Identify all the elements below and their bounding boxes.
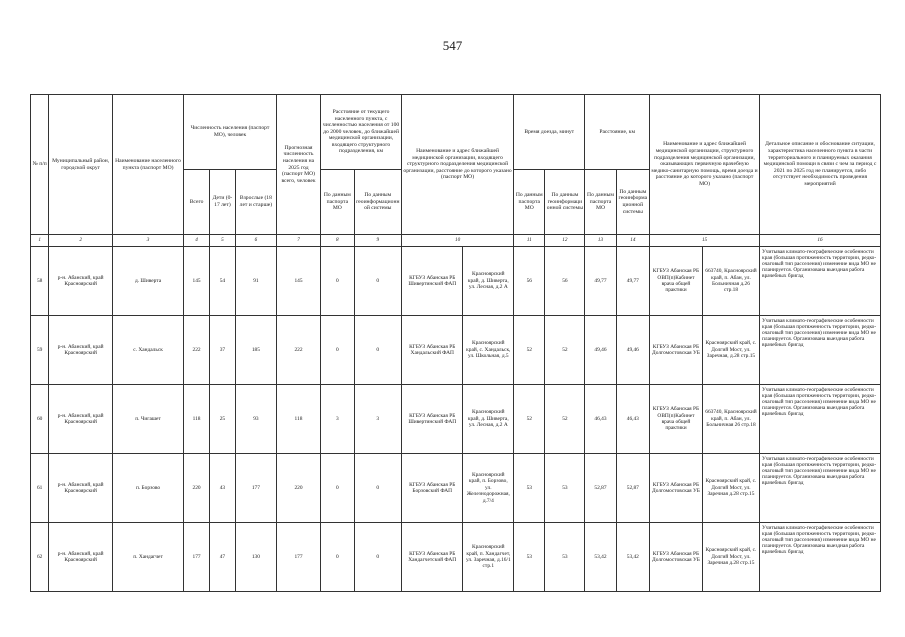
column-number-row — [31, 235, 881, 247]
page-number: 547 — [442, 38, 463, 53]
row-number: 58 — [31, 247, 49, 316]
header-org-primary: Наименование и адрес ближайшей медицинской организации, структурного подразделения медицинской организации, оказывающих первичную врачебную медико-санитарную помощь, время доезда и расстояние до которого указано (паспорт МО) — [650, 95, 760, 235]
primary-org-address-cell: 663740, Красноярский край, п. Абан, ул. Больничная д.26 стр.18 — [702, 247, 759, 316]
distance-geo-cell: 0 — [354, 247, 401, 316]
time-passport-cell: 52 — [514, 385, 545, 454]
row-number: 62 — [31, 523, 49, 592]
nearest-org-address-cell: Красноярский край, д. Шиверта, ул. Лесная, д.2 А — [463, 385, 514, 454]
col-number: 5 — [210, 235, 236, 247]
col-number: 15 — [650, 235, 760, 247]
forecast-cell: 220 — [276, 454, 320, 523]
header-municipality: Муниципальный район, городской округ — [49, 95, 113, 235]
population-adults-cell: 177 — [235, 454, 276, 523]
municipality-cell: р-н. Абанский, край Красноярский — [49, 247, 113, 316]
km-passport-cell: 53,42 — [585, 523, 616, 592]
population-total-cell: 145 — [184, 247, 210, 316]
description-cell: Учитывая климато-географические особенности края (большая протяженность территории, редко-очаговый тип расселения) изменение вида МО не планируется. Организована выездная работа врачебных бригад — [760, 454, 881, 523]
primary-org-name-cell: КГБУЗ Абанская РБ Долгомостовская УБ — [650, 316, 703, 385]
nearest-org-address-cell: Красноярский край, д. Шиверта, ул. Лесная, д.2 А — [463, 247, 514, 316]
time-geo-cell: 53 — [545, 454, 585, 523]
km-geo-cell: 49,77 — [616, 247, 649, 316]
settlement-cell: п. Борзово — [112, 454, 183, 523]
header-pop-total: Всего — [184, 170, 210, 235]
population-medical-table — [30, 94, 881, 592]
row-number: 60 — [31, 385, 49, 454]
header-nearest-org: Наименование и адрес ближайшей медицинской организации, входящего структурного подразделения медицинской организации, расстояние до которого указано (паспорт МО) — [401, 95, 513, 235]
population-children-cell: 54 — [210, 247, 236, 316]
col-number: 8 — [321, 235, 354, 247]
header-population: Численность населения (паспорт МО), человек — [184, 95, 277, 170]
population-adults-cell: 185 — [235, 316, 276, 385]
header-num: № п/п — [31, 95, 49, 235]
description-cell: Учитывая климато-географические особенности края (большая протяженность территории, редко-очаговый тип расселения) изменение вида МО не планируется. Организована выездная работа врачебных бригад — [760, 247, 881, 316]
distance-passport-cell: 0 — [321, 316, 354, 385]
km-geo-cell: 53,42 — [616, 523, 649, 592]
primary-org-address-cell: 663740, Красноярский край, п. Абан, ул. Больничная 26 стр.18 — [702, 385, 759, 454]
population-adults-cell: 130 — [235, 523, 276, 592]
nearest-org-address-cell: Красноярский край, с. Хандальск, ул. Школьная, д.5 — [463, 316, 514, 385]
time-passport-cell: 53 — [514, 523, 545, 592]
primary-org-address-cell: Красноярский край, с. Долгий Мост, ул. Заречная д.28 стр.15 — [702, 523, 759, 592]
forecast-cell: 118 — [276, 385, 320, 454]
col-number: 1 — [31, 235, 49, 247]
primary-org-name-cell: КГБУЗ Абанская РБ Долгомостовская УБ — [650, 454, 703, 523]
col-number: 13 — [585, 235, 616, 247]
nearest-org-name-cell: КГБУЗ Абанская РБ Шивертинский ФАП — [401, 385, 462, 454]
km-passport-cell: 46,43 — [585, 385, 616, 454]
distance-geo-cell: 0 — [354, 523, 401, 592]
distance-passport-cell: 0 — [321, 454, 354, 523]
header-travel-time: Время доезда, минут — [514, 95, 585, 170]
km-geo-cell: 52,87 — [616, 454, 649, 523]
nearest-org-address-cell: Красноярский край, п. Борзово, ул. Железнодорожная, д.7/4 — [463, 454, 514, 523]
time-geo-cell: 53 — [545, 523, 585, 592]
header-dist-geo: По данным геоинформационной системы — [354, 170, 401, 235]
primary-org-name-cell: КГБУЗ Абанская РБ Долгомостовская УБ — [650, 523, 703, 592]
description-cell: Учитывая климато-географические особенности края (большая протяженность территории, редко-очаговый тип расселения) изменение вида МО не планируется. Организована выездная работа врачебных бригад — [760, 316, 881, 385]
header-distance-km: Расстояние, км — [585, 95, 650, 170]
settlement-cell: с. Хандальск — [112, 316, 183, 385]
col-number: 16 — [760, 235, 881, 247]
distance-passport-cell: 3 — [321, 385, 354, 454]
time-passport-cell: 53 — [514, 454, 545, 523]
header-time-passport: По данным паспорта МО — [514, 170, 545, 235]
settlement-cell: п. Хандагчет — [112, 523, 183, 592]
col-number: 4 — [184, 235, 210, 247]
primary-org-address-cell: Красноярский край, с. Долгий Мост, ул. Заречная д.28 стр.15 — [702, 454, 759, 523]
km-passport-cell: 52,87 — [585, 454, 616, 523]
header-settlement: Наименование населенного пункта (паспорт МО) — [112, 95, 183, 235]
population-children-cell: 47 — [210, 523, 236, 592]
population-total-cell: 118 — [184, 385, 210, 454]
population-total-cell: 220 — [184, 454, 210, 523]
population-total-cell: 222 — [184, 316, 210, 385]
distance-passport-cell: 0 — [321, 247, 354, 316]
header-distance-small: Расстояние от текущего населенного пункта, с численностью населения от 100 до 2000 человек, до ближайшей медицинской организации, входящего структурного подразделения, км — [321, 95, 402, 170]
distance-geo-cell: 0 — [354, 316, 401, 385]
population-children-cell: 25 — [210, 385, 236, 454]
municipality-cell: р-н. Абанский, край Красноярский — [49, 523, 113, 592]
col-number: 9 — [354, 235, 401, 247]
header-pop-adults: Взрослые (18 лет и старше) — [235, 170, 276, 235]
municipality-cell: р-н. Абанский, край Красноярский — [49, 316, 113, 385]
km-passport-cell: 49,77 — [585, 247, 616, 316]
time-passport-cell: 52 — [514, 316, 545, 385]
primary-org-name-cell: КГБУЗ Абанская РБ ОВП(п)Кабинет врача общей практики — [650, 385, 703, 454]
settlement-cell: п. Чигашет — [112, 385, 183, 454]
distance-geo-cell: 3 — [354, 385, 401, 454]
nearest-org-name-cell: КГБУЗ Абанская РБ Борзовский ФАП — [401, 454, 462, 523]
table-row — [31, 454, 881, 523]
settlement-cell: д. Шиверта — [112, 247, 183, 316]
time-geo-cell: 52 — [545, 385, 585, 454]
population-total-cell: 177 — [184, 523, 210, 592]
header-pop-children: Дети (0-17 лет) — [210, 170, 236, 235]
table-row — [31, 316, 881, 385]
col-number: 3 — [112, 235, 183, 247]
col-number: 2 — [49, 235, 113, 247]
header-forecast: Прогнозная численность населения на 2025 год (паспорт МО) всего, человек — [276, 95, 320, 235]
header-time-geo: По данным геоинформационной системы — [545, 170, 585, 235]
header-dist-passport: По данным паспорта МО — [321, 170, 354, 235]
col-number: 6 — [235, 235, 276, 247]
nearest-org-name-cell: КГБУЗ Абанская РБ Хандальский ФАП — [401, 316, 462, 385]
distance-passport-cell: 0 — [321, 523, 354, 592]
row-number: 61 — [31, 454, 49, 523]
time-passport-cell: 56 — [514, 247, 545, 316]
km-geo-cell: 49,46 — [616, 316, 649, 385]
population-adults-cell: 91 — [235, 247, 276, 316]
description-cell: Учитывая климато-географические особенности края (большая протяженность территории, редко-очаговый тип расселения) изменение вида МО не планируется. Организована выездная работа врачебных бригад — [760, 523, 881, 592]
km-passport-cell: 49,46 — [585, 316, 616, 385]
distance-geo-cell: 0 — [354, 454, 401, 523]
col-number: 10 — [401, 235, 513, 247]
col-number: 7 — [276, 235, 320, 247]
col-number: 11 — [514, 235, 545, 247]
row-number: 59 — [31, 316, 49, 385]
table-row — [31, 385, 881, 454]
nearest-org-address-cell: Красноярский край, п. Хандагчет, ул. Заречная, д.16/1 стр.1 — [463, 523, 514, 592]
header-km-passport: По данным паспорта МО — [585, 170, 616, 235]
municipality-cell: р-н. Абанский, край Красноярский — [49, 385, 113, 454]
header-detail: Детальное описание и обоснование ситуации, характеристика населенного пункта в части территориального и планируемых оказания медицинской помощи в связи с чем за период с 2021 по 2025 год не планируется, либо отсутствует необходимость проведения мероприятий — [760, 95, 881, 235]
km-geo-cell: 46,43 — [616, 385, 649, 454]
time-geo-cell: 56 — [545, 247, 585, 316]
description-cell: Учитывая климато-географические особенности края (большая протяженность территории, редко-очаговый тип расселения) изменение вида МО не планируется. Организована выездная работа врачебных бригад — [760, 385, 881, 454]
col-number: 12 — [545, 235, 585, 247]
population-children-cell: 43 — [210, 454, 236, 523]
header-km-geo: По данным геоинформационной системы — [616, 170, 649, 235]
nearest-org-name-cell: КГБУЗ Абанская РБ Шивертинский ФАП — [401, 247, 462, 316]
forecast-cell: 145 — [276, 247, 320, 316]
col-number: 14 — [616, 235, 649, 247]
population-adults-cell: 93 — [235, 385, 276, 454]
primary-org-address-cell: Красноярский край, с. Долгий Мост, ул. Заречная, д.28 стр.15 — [702, 316, 759, 385]
table-row — [31, 523, 881, 592]
forecast-cell: 177 — [276, 523, 320, 592]
primary-org-name-cell: КГБУЗ Абанская РБ ОВП(п)Кабинет врача общей практики — [650, 247, 703, 316]
time-geo-cell: 52 — [545, 316, 585, 385]
municipality-cell: р-н. Абанский, край Красноярский — [49, 454, 113, 523]
nearest-org-name-cell: КГБУЗ Абанская РБ Хандагчетский ФАП — [401, 523, 462, 592]
forecast-cell: 222 — [276, 316, 320, 385]
table-row — [31, 247, 881, 316]
population-children-cell: 37 — [210, 316, 236, 385]
